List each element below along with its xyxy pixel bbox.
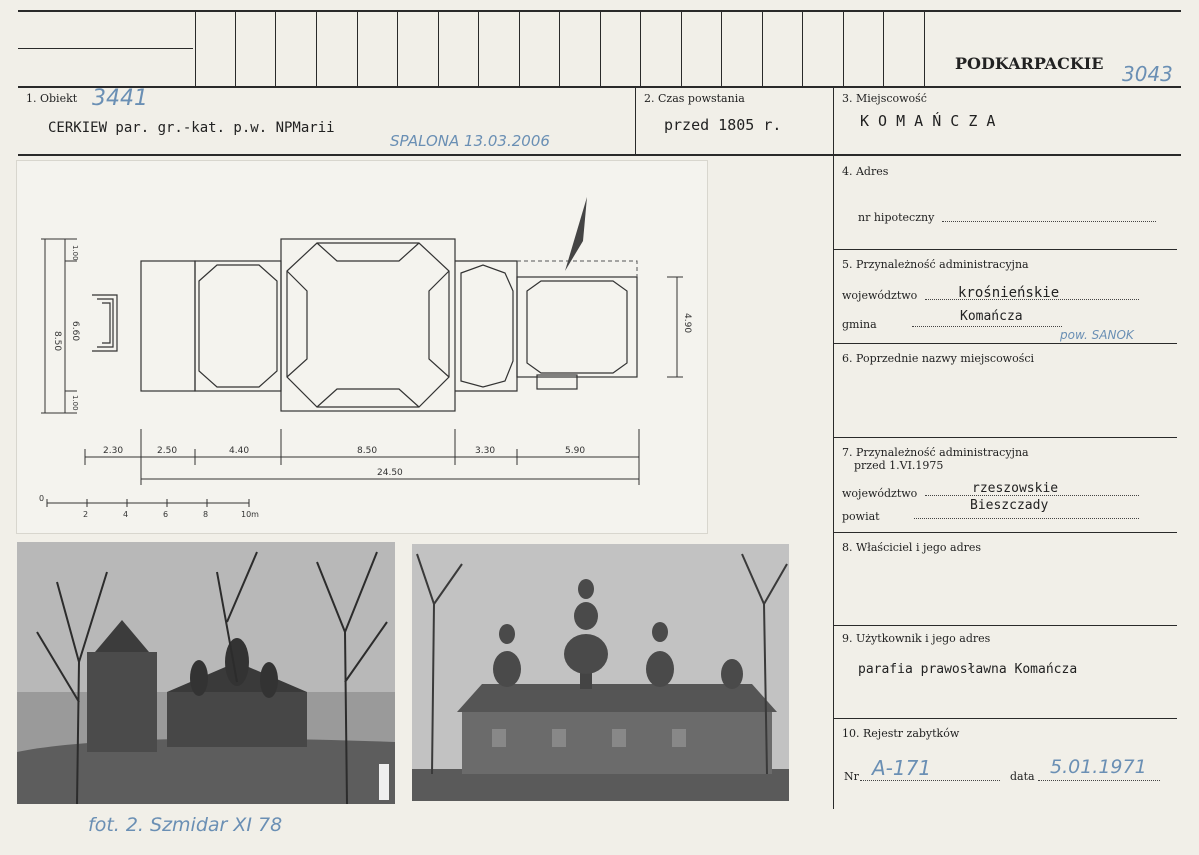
f9-label: 9. Użytkownik i jego adres: [842, 632, 991, 645]
dim-label: 4.40: [229, 446, 250, 456]
dim-top-small: 1.00: [71, 245, 79, 261]
f8-label: 8. Właściciel i jego adres: [842, 541, 982, 554]
dim-label: 3.30: [475, 446, 496, 456]
f5-woj-label: województwo: [842, 289, 918, 302]
line-after-f6: [833, 437, 1177, 438]
row1-bottom-line: [18, 154, 1181, 156]
dim-total-label: 24.50: [377, 468, 403, 478]
f4-hip-label: nr hipoteczny: [858, 211, 935, 224]
f7-powiat-dots: [914, 518, 1139, 519]
f3-label: 3. Miejscowość: [842, 92, 927, 105]
dim-height-inner: 6.60: [70, 321, 80, 342]
photo-credit-note: fot. 2. Szmidar XI 78: [88, 814, 283, 836]
f10-nr-value: A-171: [872, 756, 932, 780]
divider-f1-f2: [635, 87, 636, 154]
f1-value: CERKIEW par. gr.-kat. p.w. NPMarii: [48, 120, 335, 136]
dim-label: 2.30: [103, 446, 124, 456]
f5-gmina-note: pow. SANOK: [1060, 328, 1134, 342]
f10-data-dots: [1038, 780, 1160, 781]
f7-powiat-value: Bieszczady: [970, 498, 1049, 513]
dim-height-left: 8.50: [52, 331, 62, 352]
card-number: 3043: [1122, 62, 1173, 86]
f1-number: 3441: [92, 86, 148, 111]
scale-label: 6: [163, 510, 169, 519]
scale-label: 10m: [241, 510, 259, 519]
region-name: PODKARPACKIE: [955, 54, 1104, 73]
north-arrow-icon: [565, 197, 587, 271]
f4-label: 4. Adres: [842, 165, 889, 178]
f1-note: SPALONA 13.03.2006: [390, 132, 550, 150]
f7-powiat-label: powiat: [842, 510, 880, 523]
scale-label: 0: [39, 494, 45, 503]
f10-nr-label: Nr: [844, 770, 859, 783]
f6-label: 6. Poprzednie nazwy miejscowości: [842, 352, 1035, 365]
f10-label: 10. Rejestr zabytków: [842, 727, 960, 740]
f10-data-value: 5.01.1971: [1050, 756, 1147, 778]
dim-right-height: 4.90: [682, 313, 692, 334]
right-column-divider: [833, 87, 834, 809]
scale-label: 4: [123, 510, 129, 519]
f10-data-label: data: [1010, 770, 1035, 783]
dim-bottom-small: 1.00: [71, 395, 79, 411]
f4-hip-dots: [942, 221, 1156, 222]
line-after-f5: [833, 343, 1177, 344]
line-after-f9: [833, 718, 1177, 719]
f5-gmina-value: Komańcza: [960, 309, 1023, 324]
f2-value: przed 1805 r.: [664, 116, 782, 134]
dim-label: 5.90: [565, 446, 586, 456]
header-mid-line: [18, 48, 193, 49]
f5-gmina-dots: [912, 326, 1062, 327]
line-after-f7: [833, 532, 1177, 533]
f7-label: 7. Przynależność administracyjna: [842, 446, 1029, 459]
line-after-f4: [833, 249, 1177, 250]
floor-plan: [16, 160, 708, 534]
photo-church-front-svg: [412, 544, 789, 801]
floor-plan-svg: [17, 161, 707, 533]
f10-nr-dots: [860, 780, 1000, 781]
f9-value: parafia prawosławna Komańcza: [858, 662, 1078, 677]
f3-value: K O M A Ń C Z A: [860, 112, 996, 130]
f7-woj-label: województwo: [842, 487, 918, 500]
dim-label: 2.50: [157, 446, 178, 456]
line-after-f8: [833, 625, 1177, 626]
f5-gmina-label: gmina: [842, 318, 877, 331]
scale-label: 2: [83, 510, 89, 519]
f7-woj-value: rzeszowskie: [972, 481, 1059, 496]
f7-label2: przed 1.VI.1975: [854, 459, 944, 472]
f5-woj-value: krośnieńskie: [958, 285, 1060, 301]
f1-label: 1. Obiekt: [26, 92, 78, 105]
photo-church-side-svg: [17, 542, 395, 804]
dim-label: 8.50: [357, 446, 378, 456]
f5-label: 5. Przynależność administracyjna: [842, 258, 1029, 271]
photo-church-side: [17, 542, 395, 804]
photo-church-front: [412, 544, 789, 801]
f2-label: 2. Czas powstania: [644, 92, 745, 105]
scale-label: 8: [203, 510, 209, 519]
